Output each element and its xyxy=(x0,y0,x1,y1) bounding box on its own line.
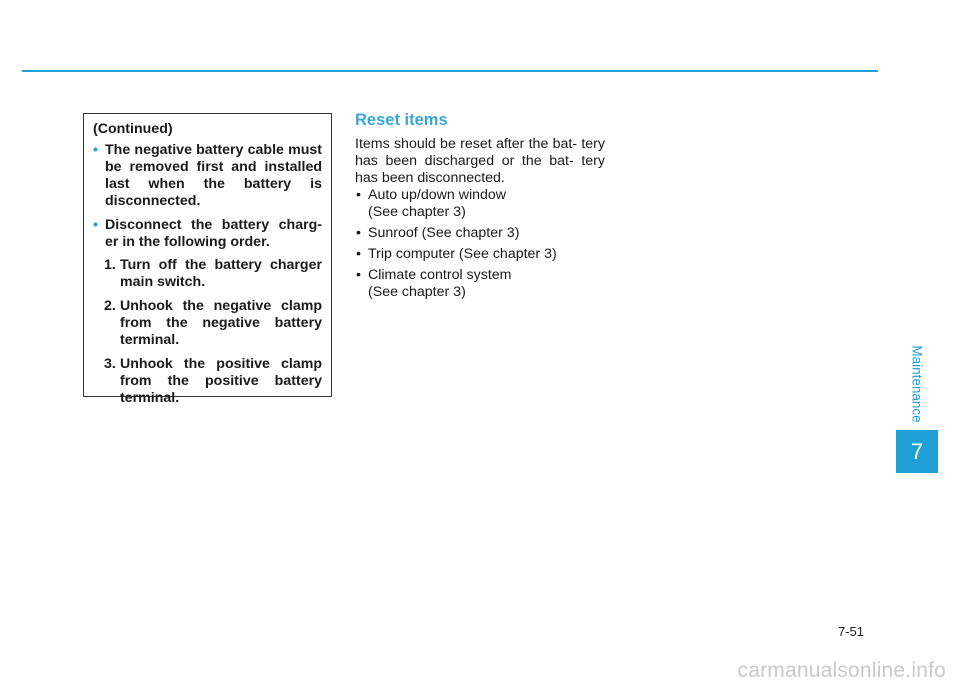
warning-bullet xyxy=(93,217,322,251)
bullet-dot-icon: • xyxy=(93,142,98,158)
bullet-dot-icon: • xyxy=(356,225,361,241)
bullet-dot-icon: • xyxy=(356,187,361,203)
list-item xyxy=(355,225,605,242)
reset-intro: Items should be reset after the bat- tery has been discharged or the bat- tery has been disconnected. xyxy=(355,136,605,186)
list-item-label: Climate control system xyxy=(368,267,512,283)
step-number: 3. xyxy=(104,356,116,372)
list-item xyxy=(355,267,605,301)
step-item xyxy=(104,356,322,407)
list-item-label: Trip computer (See chapter 3) xyxy=(368,246,557,262)
section-title: Reset items xyxy=(355,111,448,129)
step-number: 2. xyxy=(104,298,116,314)
list-item-sub: (See chapter 3) xyxy=(368,284,466,300)
list-item-label: Sunroof (See chapter 3) xyxy=(368,225,520,241)
list-item-sub: (See chapter 3) xyxy=(368,204,466,220)
chapter-name: Maintenance xyxy=(909,345,925,423)
chapter-side-label xyxy=(905,342,929,426)
warning-bullet xyxy=(93,142,322,210)
header-rule xyxy=(22,70,878,72)
reset-list xyxy=(355,187,605,305)
watermark: carmanualsonline.info xyxy=(737,659,946,682)
warning-bullet-text: The negative battery cable must be removed first and installed last when the battery is disconnected. xyxy=(105,142,322,209)
warning-box xyxy=(83,113,332,406)
bullet-dot-icon: • xyxy=(93,217,98,233)
disconnect-steps xyxy=(93,257,322,407)
list-item-label: Auto up/down window xyxy=(368,187,507,203)
step-item xyxy=(104,298,322,349)
bullet-dot-icon: • xyxy=(356,267,361,283)
chapter-tab xyxy=(896,430,938,473)
warning-bullet-text: Disconnect the battery charg- er in the following order. xyxy=(105,217,322,250)
step-text: Unhook the positive clamp from the positive battery terminal. xyxy=(120,356,322,406)
list-item xyxy=(355,187,605,221)
step-item xyxy=(104,257,322,291)
page-number: 7-51 xyxy=(838,624,865,639)
step-text: Turn off the battery charger main switch. xyxy=(120,257,322,290)
continued-label: (Continued) xyxy=(93,121,173,137)
chapter-number: 7 xyxy=(910,438,924,464)
bullet-dot-icon: • xyxy=(356,246,361,262)
step-text: Unhook the negative clamp from the negative battery terminal. xyxy=(120,298,322,348)
list-item xyxy=(355,246,605,263)
step-number: 1. xyxy=(104,257,116,273)
